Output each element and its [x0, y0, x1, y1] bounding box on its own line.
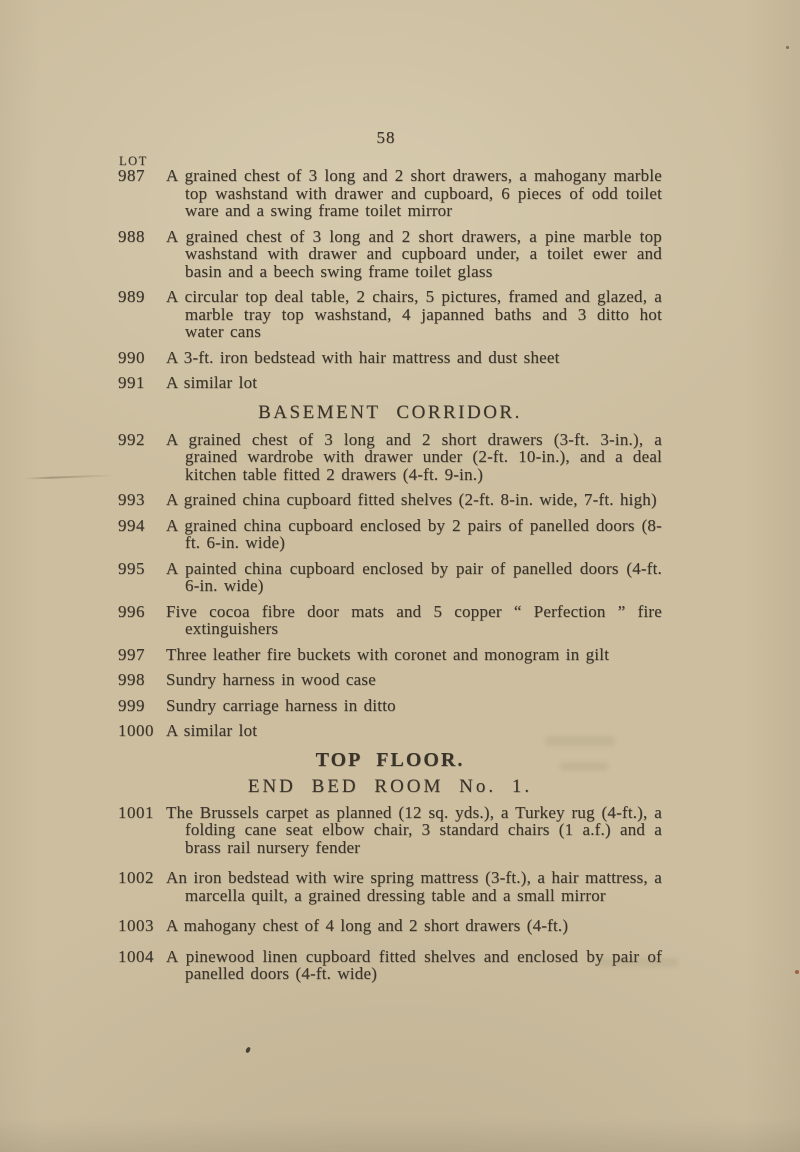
catalog-section [118, 167, 662, 392]
lot-number: 998 [118, 670, 145, 689]
lot-number: 1000 [118, 721, 154, 740]
lot-description: A grained china cupboard fitted shelves (2-ft. 8-in. wide, 7-ft. high) [166, 490, 657, 509]
lot-number: 1003 [118, 916, 154, 935]
lot-description: Five cocoa fibre door mats and 5 copper “ Perfection ” fire extinguishers [166, 601, 662, 638]
lot-entry [118, 517, 662, 552]
lot-description: An iron bedstead with wire spring mattress (3-ft.), a hair mattress, a marcella quilt, a grained dressing table and a small mirror [166, 868, 662, 905]
lot-description: A grained china cupboard enclosed by 2 pairs of panelled doors (8-ft. 6-in. wide) [166, 515, 662, 552]
section-subheading: END BED ROOM No. 1. [247, 775, 533, 797]
lot-number: 1001 [118, 802, 154, 822]
lot-entry [118, 646, 662, 664]
lot-number: 995 [118, 558, 145, 578]
lot-description: A similar lot [166, 373, 258, 392]
paper-speck [245, 1047, 251, 1054]
lot-entry [118, 671, 662, 689]
lot-description: A circular top deal table, 2 chairs, 5 pictures, framed and glazed, a marble tray top washstand, 4 japanned baths and 3 ditto hot water cans [166, 287, 662, 341]
lot-entry [118, 603, 662, 638]
lot-number: 991 [118, 373, 145, 392]
paper-speck [795, 970, 799, 974]
catalog-section [118, 401, 662, 740]
show-through-smudge [598, 958, 678, 967]
lot-entry [118, 167, 662, 220]
lot-entry [118, 349, 662, 367]
catalog-section [118, 748, 662, 983]
lot-description: A similar lot [166, 721, 258, 740]
lot-description: Three leather fire buckets with coronet and monogram in gilt [166, 644, 610, 664]
lot-description: A pinewood linen cupboard fitted shelves and enclosed by pair of panelled doors (4-ft. wide) [166, 946, 662, 983]
lot-number: 1002 [118, 868, 154, 887]
lot-description: A mahogany chest of 4 long and 2 short drawers (4-ft.) [166, 916, 569, 935]
lot-description: Sundry harness in wood case [166, 670, 376, 689]
lot-number: 1004 [118, 946, 154, 966]
lot-entry [118, 948, 662, 983]
lot-number: 988 [118, 226, 145, 246]
lot-number: 992 [118, 429, 145, 449]
lot-number: 999 [118, 695, 145, 715]
lot-description: A 3-ft. iron bedstead with hair mattress and dust sheet [166, 347, 560, 367]
lot-entry [118, 917, 662, 935]
section-heading: TOP FLOOR. [315, 748, 465, 771]
lot-entry [118, 697, 662, 715]
lot-description: Sundry carriage harness in ditto [166, 695, 396, 715]
lot-description: A painted china cupboard enclosed by pair of panelled doors (4-ft. 6-in. wide) [166, 558, 662, 595]
lot-list [118, 167, 662, 996]
lot-entry [118, 228, 662, 281]
lot-entry [118, 869, 662, 904]
lot-entry [118, 431, 662, 484]
lot-description: A grained chest of 3 long and 2 short drawers, a mahogany marble top washstand with drawer and cupboard, 6 pieces of odd toilet ware and a swing frame toilet mirror [166, 166, 662, 220]
lot-number: 989 [118, 287, 145, 306]
lot-number: 994 [118, 515, 145, 535]
lot-entry [118, 374, 662, 392]
page-number: 58 [376, 128, 396, 147]
lot-number: 996 [118, 601, 145, 621]
lot-number: 997 [118, 644, 145, 664]
lot-entry [118, 804, 662, 857]
show-through-smudge [560, 762, 608, 771]
lot-description: The Brussels carpet as planned (12 sq. yds.), a Turkey rug (4-ft.), a folding cane seat elbow chair, 3 standard chairs (1 a.f.) and a brass rail nursery fender [166, 802, 662, 857]
lot-entry [118, 560, 662, 595]
paper-speck [786, 46, 789, 49]
lot-entry [118, 491, 662, 509]
lot-number: 990 [118, 347, 145, 367]
lot-column-label: LOT [119, 154, 148, 168]
show-through-smudge [545, 736, 615, 746]
lot-description: A grained chest of 3 long and 2 short drawers (3-ft. 3-in.), a grained wardrobe with drawer under (2-ft. 10-in.), and a deal kitchen table fitted 2 drawers (4-ft. 9-in.) [166, 429, 662, 484]
lot-entry [118, 288, 662, 341]
lot-description: A grained chest of 3 long and 2 short drawers, a pine marble top washstand with drawer and cupboard under, a toilet ewer and basin and a beech swing frame toilet glass [166, 226, 662, 281]
section-heading: BASEMENT CORRIDOR. [258, 401, 522, 423]
lot-number: 987 [118, 166, 145, 185]
paper-scratch [24, 474, 116, 479]
lot-number: 993 [118, 490, 145, 509]
